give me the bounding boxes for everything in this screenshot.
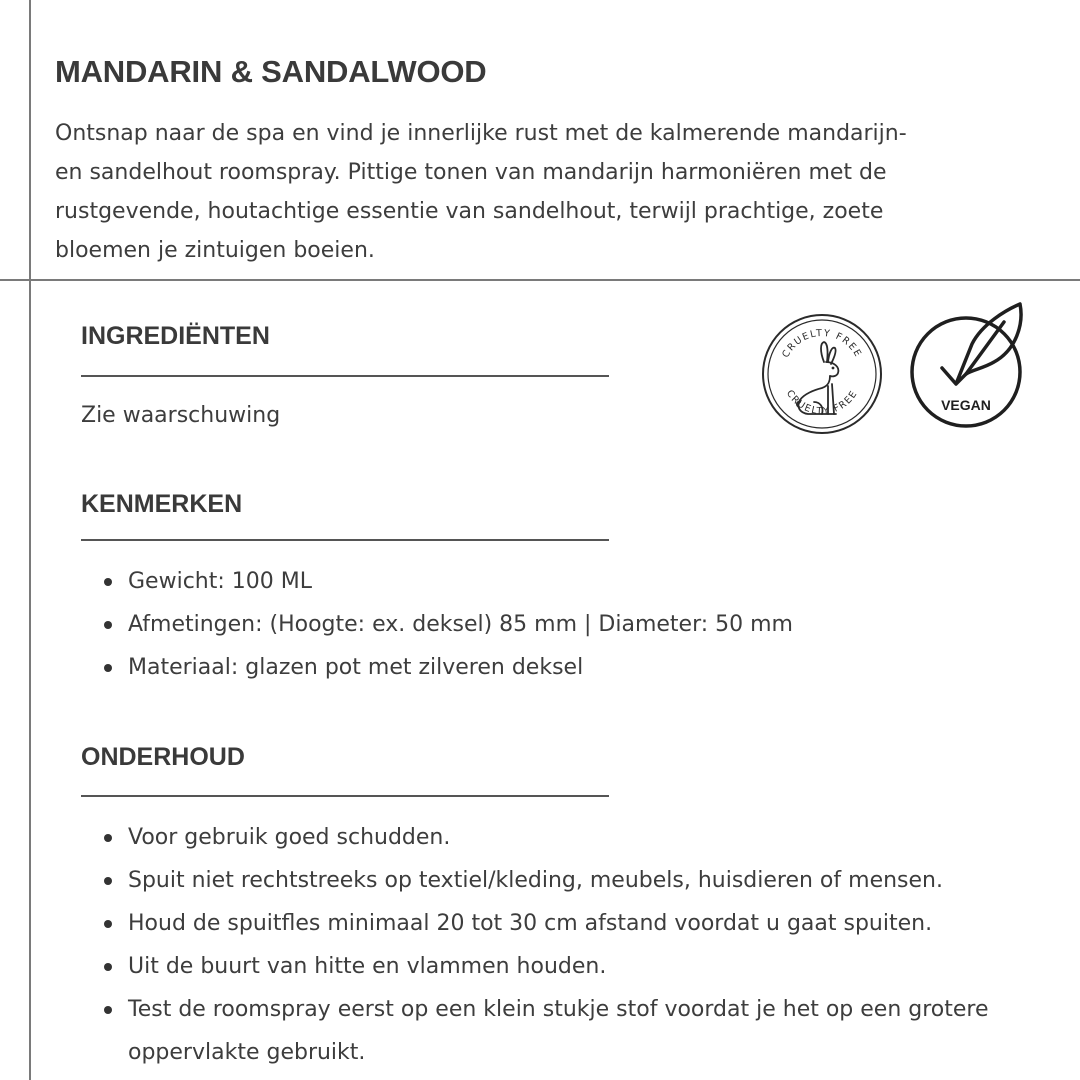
left-divider-line: [29, 0, 31, 1080]
cruelty-free-badge: [758, 310, 886, 438]
list-item-continuation: [100, 1031, 1060, 1074]
product-title: MANDARIN & SANDALWOOD: [55, 54, 487, 89]
list-item: Materiaal: glazen pot met zilveren deksel: [100, 646, 1060, 689]
description-line: en sandelhout roomspray. Pittige tonen van mandarijn harmoniëren met de: [55, 160, 887, 185]
description-line: bloemen je zintuigen boeien.: [55, 238, 375, 263]
badge-bottom-text: CRUELTY FREE: [783, 388, 861, 418]
vegan-badge: [908, 300, 1030, 434]
list-item: Afmetingen: (Hoogte: ex. deksel) 85 mm | Diameter: 50 mm: [100, 603, 1060, 646]
list-item: Uit de buurt van hitte en vlammen houden.: [100, 945, 1060, 988]
list-item: Spuit niet rechtstreeks op textiel/kleding, meubels, huisdieren of mensen.: [100, 859, 1060, 902]
list-item: Gewicht: 100 ML: [100, 560, 1060, 603]
care-rule: [81, 795, 609, 797]
list-item-continuation-text: oppervlakte gebruikt.: [128, 1040, 366, 1065]
features-rule: [81, 539, 609, 541]
list-item: Houd de spuitfles minimaal 20 tot 30 cm afstand voordat u gaat spuiten.: [100, 902, 1060, 945]
vegan-label: VEGAN: [941, 397, 991, 413]
horizontal-divider-line: [0, 279, 1080, 281]
care-heading: ONDERHOUD: [81, 743, 245, 771]
ingredients-text: Zie waarschuwing: [81, 403, 281, 428]
care-list: [100, 816, 1060, 1074]
product-description: [55, 114, 1055, 270]
leaf-check-icon: [942, 304, 1021, 384]
list-item: Test de roomspray eerst op een klein stukje stof voordat je het op een grotere: [100, 988, 1060, 1031]
badge-top-text: CRUELTY FREE: [780, 327, 864, 360]
features-heading: KENMERKEN: [81, 490, 243, 518]
list-item: Voor gebruik goed schudden.: [100, 816, 1060, 859]
description-line: rustgevende, houtachtige essentie van sandelhout, terwijl prachtige, zoete: [55, 199, 884, 224]
ingredients-heading: INGREDIËNTEN: [81, 322, 270, 350]
ingredients-rule: [81, 375, 609, 377]
description-line: Ontsnap naar de spa en vind je innerlijke rust met de kalmerende mandarijn-: [55, 121, 907, 146]
features-list: [100, 560, 1060, 689]
